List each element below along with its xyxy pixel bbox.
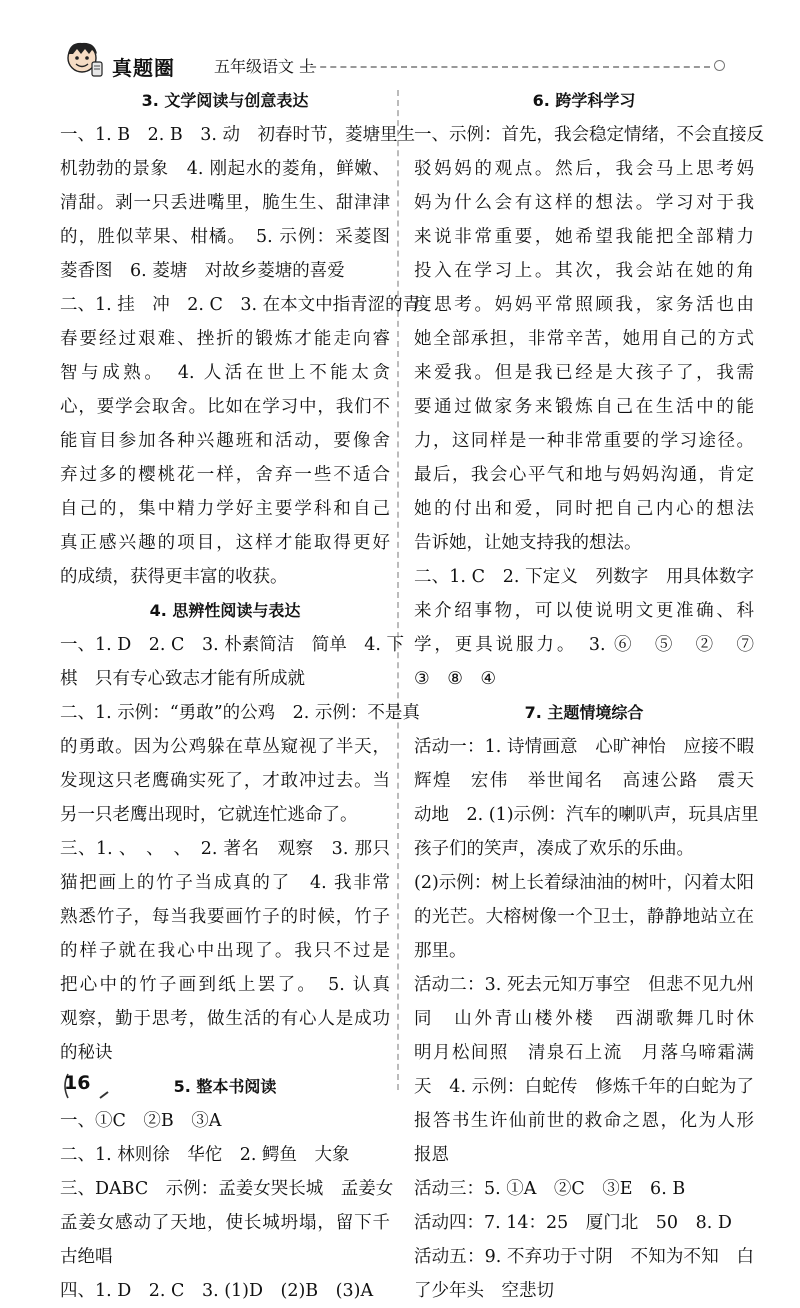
answer-line: 报恩: [414, 1145, 449, 1165]
answer-line: 清甜。剥一只丢进嘴里，脆生生、甜津津: [60, 193, 390, 213]
answer-line: 来介绍事物，可以使说明文更准确、科: [414, 601, 754, 621]
section-title: 5. 整本书阅读: [173, 1077, 277, 1096]
answer-line: 把心中的竹子画到纸上罢了。 5. 认真: [60, 975, 390, 995]
answer-line: 熟悉竹子，每当我要画竹子的时候，竹子: [60, 907, 390, 927]
column-divider: [397, 90, 399, 1090]
answer-line: 发现这只老鹰确实死了，才敢冲过去。当: [60, 771, 390, 791]
answer-line: 一、1. B 2. B 3. 动 初春时节，菱塘里生: [60, 125, 415, 145]
left-answer-column: [60, 84, 421, 1308]
book-subtitle: 五年级语文 上: [214, 57, 316, 76]
answer-line: 学，更具说服力。 3. ⑥ ⑤ ② ⑦: [414, 635, 754, 655]
section-title: 4. 思辨性阅读与表达: [149, 601, 301, 620]
answer-line: 那里。: [414, 941, 467, 961]
answer-line: 告诉她，让她支持我的想法。: [414, 533, 642, 553]
answer-line: 报答书生许仙前世的救命之恩，化为人形: [414, 1111, 754, 1131]
answer-line: 自己的，集中精力学好主要学科和自己: [60, 499, 390, 519]
answer-line: 驳妈妈的观点。然后，我会马上思考妈: [414, 159, 754, 179]
answer-line: 孟姜女感动了天地，使长城坍塌，留下千: [60, 1213, 390, 1233]
answer-line: 的勇敢。因为公鸡躲在草丛窥视了半天，: [60, 737, 390, 757]
answer-line: 的光芒。大榕树像一个卫士，静静地站立在: [414, 907, 754, 927]
right-answer-column: [414, 84, 764, 1308]
answer-line: 同 山外青山楼外楼 西湖歌舞几时休: [414, 1009, 754, 1029]
answer-line: 活动一：1. 诗情画意 心旷神怡 应接不暇: [414, 737, 754, 757]
answer-line: 天 4. 示例：白蛇传 修炼千年的白蛇为了: [414, 1077, 754, 1097]
answer-line: 三、1. 、 、 、 2. 著名 观察 3. 那只: [60, 839, 390, 859]
answer-line: 另一只老鹰出现时，它就连忙逃命了。: [60, 805, 358, 825]
answer-line: 的样子就在我心中出现了。我只不过是: [60, 941, 390, 961]
answer-line: 了少年头 空悲切: [414, 1281, 554, 1301]
page-header: [62, 34, 742, 84]
answer-line: 活动二：3. 死去元知万事空 但悲不见九州: [414, 975, 754, 995]
cartoon-boy-mascot-icon: [62, 40, 106, 80]
answer-line: 她的付出和爱，同时把自己内心的想法: [414, 499, 754, 519]
answer-line: 活动五：9. 不弃功于寸阴 不知为不知 白: [414, 1247, 754, 1267]
answer-line: 机勃勃的景象 4. 刚起水的菱角，鲜嫩、: [60, 159, 390, 179]
answer-line: ③ ⑧ ④: [414, 669, 497, 689]
answer-line: 古绝唱: [60, 1247, 113, 1267]
header-dashed-rule: [300, 66, 710, 68]
answer-line: 的秘诀: [60, 1043, 113, 1063]
answer-line: 的成绩，获得更丰富的收获。: [60, 567, 288, 587]
answer-line: 来说非常重要，她希望我能把全部精力: [414, 227, 754, 247]
answer-line: 最后，我会心平气和地与妈妈沟通，肯定: [414, 465, 754, 485]
answer-line: 一、①C ②B ③A: [60, 1111, 222, 1131]
answer-line: 活动三：5. ①A ②C ③E 6. B: [414, 1179, 686, 1199]
answer-line: 二、1. 挂 冲 2. C 3. 在本文中指青涩的青: [60, 295, 421, 315]
answer-line: 观察，勤于思考，做生活的有心人是成功: [60, 1009, 390, 1029]
answer-line: 一、1. D 2. C 3. 朴素简洁 简单 4. 下: [60, 635, 404, 655]
answer-line: 四、1. D 2. C 3. (1)D (2)B (3)A: [60, 1281, 374, 1301]
answer-line: 弃过多的樱桃花一样，舍弃一些不适合: [60, 465, 390, 485]
answer-line: (2)示例：树上长着绿油油的树叶，闪着太阳: [414, 873, 754, 893]
answer-line: 二、1. C 2. 下定义 列数字 用具体数字: [414, 567, 754, 587]
answer-line: 投入在学习上。其次，我会站在她的角: [414, 261, 754, 281]
answer-line: 菱香图 6. 菱塘 对故乡菱塘的喜爱: [60, 261, 345, 281]
answer-line: 活动四：7. 14：25 厦门北 50 8. D: [414, 1213, 732, 1233]
answer-line: 度思考。妈妈平常照顾我，家务活也由: [414, 295, 754, 315]
header-circle-ornament: [714, 60, 725, 71]
answer-line: 妈为什么会有这样的想法。学习对于我: [414, 193, 754, 213]
answer-line: 孩子们的笑声，凑成了欢乐的乐曲。: [414, 839, 694, 859]
answer-line: 要通过做家务来锻炼自己在生活中的能: [414, 397, 754, 417]
answer-line: 明月松间照 清泉石上流 月落乌啼霜满: [414, 1043, 754, 1063]
section-title: 6. 跨学科学习: [532, 91, 636, 110]
answer-line: 心，要学会取舍。比如在学习中，我们不: [60, 397, 390, 417]
answer-line: 智与成熟。 4. 人活在世上不能太贪: [60, 363, 390, 383]
answer-line: 动地 2. (1)示例：汽车的喇叭声，玩具店里: [414, 805, 759, 825]
answer-line: 二、1. 示例：“勇敢”的公鸡 2. 示例：不是真: [60, 703, 420, 723]
answer-line: 的，胜似苹果、柑橘。 5. 示例：采菱图: [60, 227, 390, 247]
answer-line: 辉煌 宏伟 举世闻名 高速公路 震天: [414, 771, 754, 791]
section-title: 7. 主题情境综合: [524, 703, 644, 722]
answer-line: 棋 只有专心致志才能有所成就: [60, 669, 305, 689]
answer-line: 三、DABC 示例：孟姜女哭长城 孟姜女: [60, 1179, 394, 1199]
brand-title: 真题圈: [112, 56, 175, 80]
answer-line: 来爱我。但是我已经是大孩子了，我需: [414, 363, 754, 383]
answer-line: 真正感兴趣的项目，这样才能取得更好: [60, 533, 390, 553]
section-title: 3. 文学阅读与创意表达: [141, 91, 309, 110]
answer-line: 猫把画上的竹子当成真的了 4. 我非常: [60, 873, 390, 893]
answer-line: 春要经过艰难、挫折的锻炼才能走向睿: [60, 329, 390, 349]
answer-line: 她全部承担，非常辛苦，她用自己的方式: [414, 329, 754, 349]
answer-line: 能盲目参加各种兴趣班和活动，要像舍: [60, 431, 390, 451]
answer-line: 力，这同样是一种非常重要的学习途径。: [414, 431, 754, 451]
answer-line: 二、1. 林则徐 华佗 2. 鳄鱼 大象: [60, 1145, 350, 1165]
answer-line: 一、示例：首先，我会稳定情绪，不会直接反: [414, 125, 764, 145]
page-number: 16: [64, 1072, 91, 1094]
